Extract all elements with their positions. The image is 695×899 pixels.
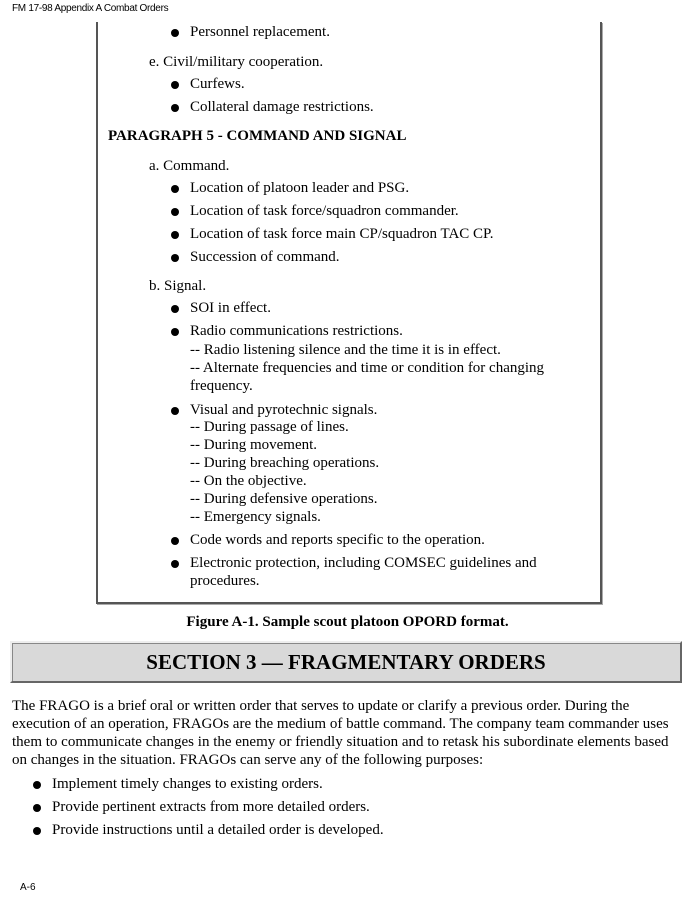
section-title: SECTION 3 — FRAGMENTARY ORDERS: [10, 641, 682, 683]
subheading: b. Signal.: [149, 278, 207, 294]
sub-item: -- During breaching operations.: [190, 455, 380, 471]
bullet-item: Location of task force main CP/squadron TAC CP.: [190, 226, 494, 242]
page-number: A-6: [20, 882, 36, 893]
sub-item: frequency.: [190, 378, 253, 394]
sub-item: -- Emergency signals.: [190, 509, 321, 525]
bullet-item: Provide pertinent extracts from more detailed orders.: [52, 799, 370, 815]
subheading: e. Civil/military cooperation.: [149, 54, 324, 70]
figure-caption: Figure A-1. Sample scout platoon OPORD format.: [186, 614, 509, 630]
bullet-item: Collateral damage restrictions.: [190, 99, 374, 115]
bullet-item: Radio communications restrictions.: [190, 323, 403, 339]
sub-item: -- During passage of lines.: [190, 419, 349, 435]
sub-item: -- On the objective.: [190, 473, 307, 489]
sub-item: -- During defensive operations.: [190, 491, 378, 507]
bullet-item: Succession of command.: [190, 249, 340, 265]
bullet-item: Visual and pyrotechnic signals.: [190, 402, 378, 418]
bullet-item: Curfews.: [190, 76, 245, 92]
bullet-item: Location of platoon leader and PSG.: [190, 180, 410, 196]
bullet-item: Code words and reports specific to the operation.: [190, 532, 485, 548]
bullet-item: SOI in effect.: [190, 300, 271, 316]
running-header: FM 17-98 Appendix A Combat Orders: [12, 3, 169, 14]
figure-box: [96, 22, 602, 604]
body-paragraph: The FRAGO is a brief oral or written order that serves to update or clarify a previous order. During the execution of an operation, FRAGOs are the medium of battle command. The company team commander uses them to communicate changes in the enemy or friendly situation and to retask his subordinate elements based on changes in the situation. FRAGOs can serve any of the following purposes:: [12, 698, 669, 768]
sub-item: -- During movement.: [190, 437, 318, 453]
sub-item: -- Radio listening silence and the time it is in effect.: [190, 342, 501, 358]
sub-item: procedures.: [190, 573, 260, 589]
bullet-item: Location of task force/squadron commander.: [190, 203, 459, 219]
paragraph-heading: PARAGRAPH 5 - COMMAND AND SIGNAL: [108, 128, 407, 144]
bullet-item: Personnel replacement.: [190, 24, 330, 40]
bullet-item: Electronic protection, including COMSEC guidelines and: [190, 555, 537, 571]
bullet-item: Implement timely changes to existing orders.: [52, 776, 323, 792]
sub-item: -- Alternate frequencies and time or condition for changing: [190, 360, 545, 376]
subheading: a. Command.: [149, 158, 230, 174]
bullet-item: Provide instructions until a detailed order is developed.: [52, 822, 384, 838]
